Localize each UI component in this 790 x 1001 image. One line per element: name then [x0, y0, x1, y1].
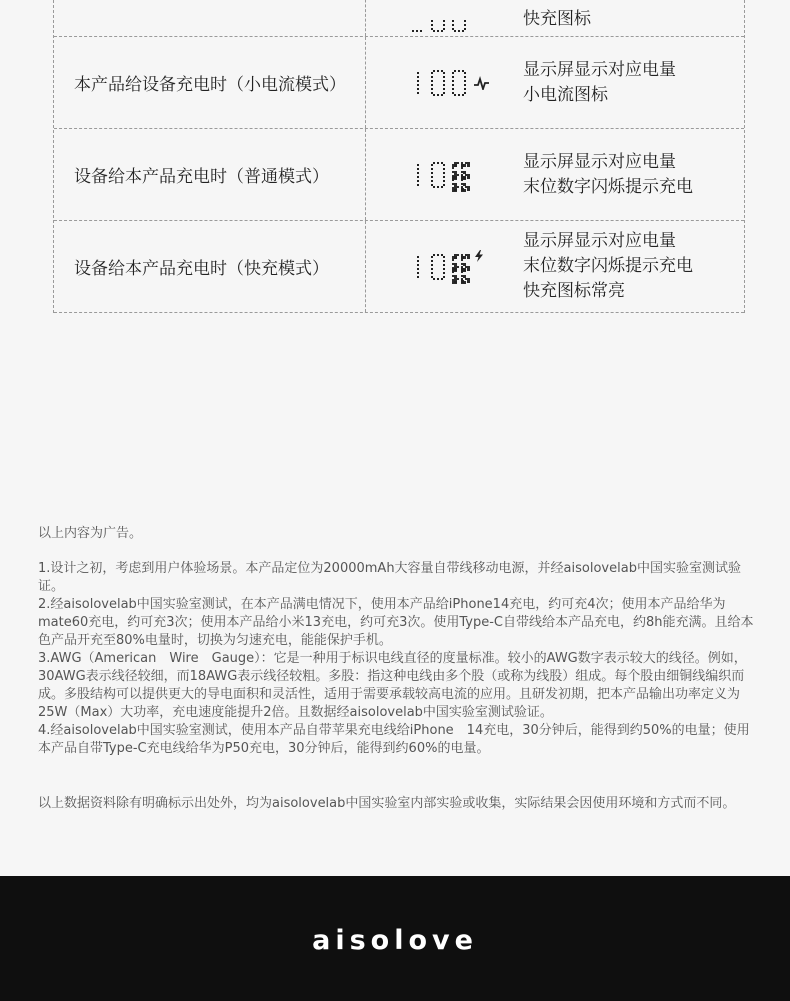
status-description: 快充图标 — [523, 9, 591, 29]
display-cell — [366, 37, 744, 128]
footer — [0, 876, 790, 1001]
battery-display — [410, 162, 523, 188]
blinking-digit — [452, 254, 466, 280]
mode-cell: 设备给本产品充电时（快充模式） — [54, 221, 366, 312]
fast-charge-icon — [474, 250, 484, 262]
display-cell — [366, 221, 744, 312]
table-row — [54, 221, 744, 313]
small-current-icon — [474, 76, 490, 90]
mode-cell: 设备给本产品充电时（普通模式） — [54, 129, 366, 220]
brand-logo: aisolove — [312, 925, 478, 956]
charging-status-table — [53, 0, 745, 313]
table-row — [54, 0, 744, 37]
status-description: 显示屏显示对应电量 末位数字闪烁提示充电 — [523, 151, 693, 197]
display-cell — [366, 0, 744, 36]
footnote: 3.AWG（American Wire Gauge）：它是一种用于标识电线直径的度量标准。较小的AWG数字表示较大的线径。例如，30AWG表示线径较细，而18AWG表示线径较粗。多股：指这种电线由多个股（或称为线股）组成。每个股由细铜线编织而成。多股结构可以提供更大的导电面积和灵活性，适用于需要承载较高电流的应用。且研发初期，把本产品输出功率定义为25W（Max）大功率，充电速度能提升2倍。且数据经aisolovelab中国实验室测试验证。 — [38, 651, 747, 720]
table-row — [54, 129, 744, 221]
footnotes — [38, 560, 754, 758]
ad-disclosure: 以上内容为广告。 — [38, 526, 143, 541]
status-description: 显示屏显示对应电量 末位数字闪烁提示充电 快充图标常亮 — [523, 231, 693, 301]
blinking-digit — [452, 162, 466, 188]
footnote: 1.设计之初，考虑到用户体验场景。本产品定位为20000mAh大容量自带线移动电源，并经aisolovelab中国实验室测试验证。 — [38, 561, 741, 594]
notes-section — [38, 525, 754, 543]
status-description: 显示屏显示对应电量 小电流图标 — [523, 59, 676, 105]
disclaimer: 以上数据资料除有明确标示出处外，均为aisolovelab中国实验室内部实验或收集，实际结果会因使用环境和方式而不同。 — [38, 796, 736, 811]
display-cell — [366, 129, 744, 220]
footnote: 4.经aisolovelab中国实验室测试，使用本产品自带苹果充电线给iPhone 14充电，30分钟后，能得到约50%的电量；使用本产品自带Type-C充电线给华为P50充电，30分钟后，能得到约60%的电量。 — [38, 723, 750, 756]
footnote: 2.经aisolovelab中国实验室测试，在本产品满电情况下，使用本产品给iPhone14充电，约可充4次；使用本产品给华为mate60充电，约可充3次；使用本产品给小米13充电，约可充3次。使用Type-C自带线给本产品充电，约8h能充满。且给本色产品开充至80%电量时，切换为匀速充电，能能保护手机。 — [38, 597, 754, 648]
table-row — [54, 37, 744, 129]
battery-display — [410, 254, 523, 280]
disclaimer-section — [38, 795, 754, 813]
battery-display — [410, 24, 523, 32]
mode-cell — [54, 0, 366, 36]
mode-cell: 本产品给设备充电时（小电流模式） — [54, 37, 366, 128]
battery-display — [410, 70, 523, 96]
